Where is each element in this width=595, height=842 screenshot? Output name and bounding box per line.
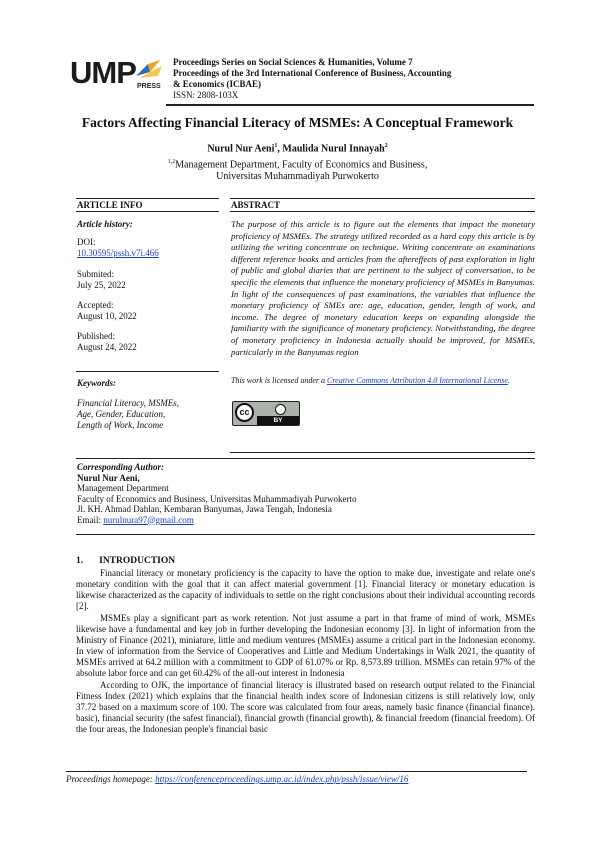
series-line: Proceedings Series on Social Sciences & Humanities, Volume 7: [173, 57, 413, 67]
article-info: [77, 219, 219, 353]
author-line: Nurul Nur Aeni$^1$, Maulida Nurul Innayah$^2$: [207, 143, 388, 155]
logo-subtext: PRESS: [137, 83, 161, 90]
attribution-person-icon: [275, 404, 286, 415]
intro-paragraph-1: Financial literacy or monetary proficiency is the capacity to have the option to make due, investigate and relate one's monetary condition with the goal that it can affect material government [1]. Financial literacy or monetary education is likewise characterized as the capacity of individuals to settle on the right conclusions about their individual accounting records [2].: [76, 568, 535, 611]
conference-line: Proceedings of the 3rd International Conference of Business, Accounting: [173, 68, 452, 78]
header-rule: [166, 104, 534, 106]
submitted-label: Submited:: [77, 269, 115, 279]
keyword-line-3: Length of Work, Income: [77, 420, 164, 430]
section-heading: 1. INTRODUCTION: [76, 556, 176, 566]
journal-info: [173, 57, 451, 101]
history-label: Article history:: [77, 219, 133, 229]
paper-title: Factors Affecting Financial Literacy of MSMEs: A Conceptual Framework: [81, 115, 514, 130]
license-link[interactable]: Creative Commons Attribution 4.0 International License: [327, 376, 508, 385]
author-2: Maulida Nurul Innayah: [282, 143, 385, 155]
logo-text: UMP: [70, 55, 136, 90]
article-info-heading: ARTICLE INFO: [77, 200, 143, 210]
journal-logo: [70, 56, 166, 96]
doi-label: DOI:: [77, 237, 96, 247]
corresponding-email-line: Email: nurulnura97@gmail.com: [77, 514, 194, 525]
abstract-rule: [230, 211, 535, 212]
by-label: BY: [257, 416, 299, 425]
abstract-top-rule: [230, 198, 535, 199]
corresponding-block: [77, 462, 537, 525]
intro-paragraph-3: According to OJK, the importance of financial literacy is illustrated based on research output related to the Financial Fitness Index (2021) which explains that the financial health index score of Indonesian citizens is still relatively low, only 37.72 based on a maximum score of 100. The score was calculated from four areas, namely basic finance (financial finance). basic), financial security (the safest financial), financial growth (financial growth), & financial freedom (financial freedom). Of the four areas, the Indonesian people's financial basic: [76, 680, 535, 734]
corresponding-bottom-rule: [76, 534, 535, 535]
accepted-date: August 10, 2022: [77, 311, 137, 321]
corresponding-rule: [76, 458, 535, 459]
abstract-heading: ABSTRACT: [231, 200, 281, 210]
logo-book-icon: [134, 58, 164, 82]
license-text: This work is licensed under a Creative Commons Attribution 4.0 International License.: [231, 376, 510, 385]
published-date: August 24, 2022: [77, 342, 137, 352]
accepted-label: Accepted:: [77, 300, 114, 310]
footer: Proceedings homepage: https://conferenceproceedings.ump.ac.id/index.php/pssh/issue/view/16: [66, 774, 409, 784]
keywords-rule: [76, 371, 219, 372]
email-link[interactable]: nurulnura97@gmail.com: [103, 514, 194, 525]
keywords-block: [77, 378, 219, 431]
keyword-line-1: Financial Literacy, MSMEs,: [77, 398, 179, 408]
submitted-date: July 25, 2022: [77, 280, 126, 290]
homepage-link[interactable]: https://conferenceproceedings.ump.ac.id/index.php/pssh/issue/view/16: [155, 774, 409, 784]
published-label: Published:: [77, 331, 116, 341]
corresponding-dept: Management Department: [77, 483, 169, 493]
article-info-top-rule: [76, 198, 219, 199]
article-info-rule: [76, 211, 219, 212]
cc-icon: cc: [235, 403, 254, 422]
affiliation: $^{1,2}$Management Department, Faculty of Economics and Business, Universitas Muhammadiyah Purwokerto: [167, 159, 428, 183]
keyword-line-2: Age, Gender, Education,: [77, 409, 166, 419]
corresponding-faculty: Faculty of Economics and Business, Universitas Muhammadiyah Purwokerto: [77, 493, 357, 504]
author-1: Nurul Nur Aeni: [207, 143, 275, 155]
intro-body: [76, 568, 535, 735]
abstract-text: The purpose of this article is to figure out the elements that impact the monetary proficiency of MSMEs. The strategy utilized recorded as a hard copy this article is by utilizing the writing concentrate on technique. Writing concentrate on examinations different reference books and articles from the aftereffects of past exploration in light of public and global diaries that are pertinent to the subject of conversation, to be specific the elements that influence the monetary proficiency of MSMEs in Banyumas. In light of the consequences of past examinations, the variables that influence the monetary proficiency of SMEs are: age, education, gender, length of work, and income. The degree of monetary education keeps on expanding alongside the familiarity with the significance of monetary proficiency. Notwithstanding, the degree of monetary proficiency in Indonesia actually should be improved, for MSMEs, particularly in the Banyumas region: [231, 219, 535, 357]
corresponding-address: Jl. KH. Ahmad Dahlan, Kembaran Banyumas, Jawa Tengah, Indonesia: [77, 504, 332, 514]
cc-by-badge[interactable]: [232, 401, 300, 426]
abstract-bottom-rule: [230, 452, 535, 453]
keywords-label: Keywords:: [77, 378, 116, 388]
conference-line-2: & Economics (ICBAE): [173, 79, 261, 89]
issn: ISSN: 2808-103X: [173, 90, 239, 100]
footer-rule: [66, 771, 527, 772]
corresponding-label: Corresponding Author:: [77, 462, 164, 472]
corresponding-name: Nurul Nur Aeni,: [77, 472, 140, 483]
intro-paragraph-2: MSMEs play a significant part as work retention. Not just assume a part in that frame of mind of work, MSMEs likewise have a fundamental and key job in further developing the Indonesian economy [3]. In light of information from the Ministry of Finance (2021), miniature, little and medium ventures (MSMEs) assume a critical part in the Indonesian economy. In view of information from the Service of Cooperatives and Little and Medium Undertakings in Walk 2021, the quantity of MSMEs arrived at 64.2 million with a commitment to GDP of 61.07% or Rp. 8,573.89 trillion. MSMEs can retain 97% of the absolute labor force and can get 60.42% of the all-out interest in Indonesia: [76, 613, 535, 678]
doi-link[interactable]: 10.30595/pssh.v7i.466: [77, 248, 159, 258]
